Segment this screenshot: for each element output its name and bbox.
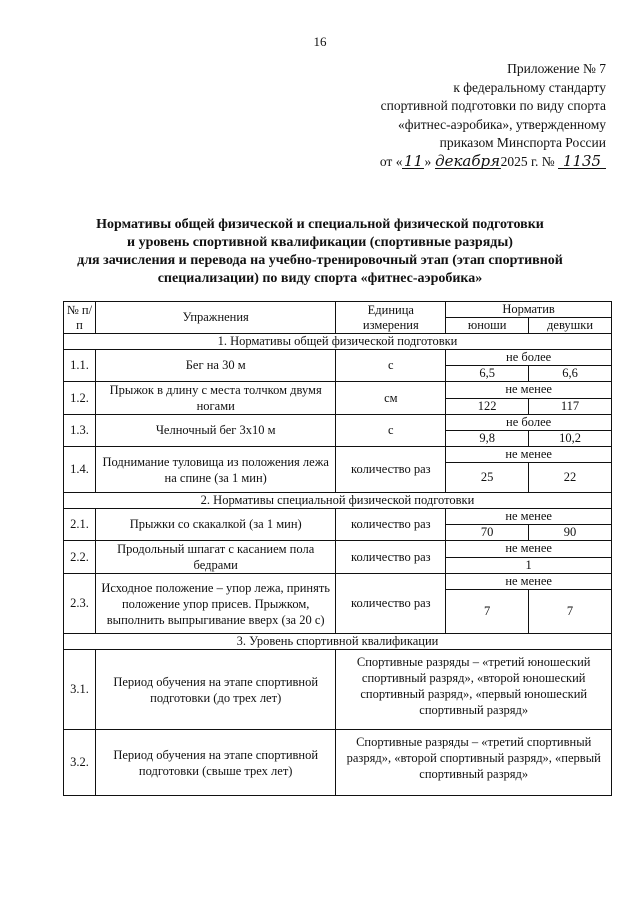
row-unit: количество раз	[336, 509, 446, 541]
row-num: 3.1.	[64, 650, 96, 730]
row-boys: 70	[446, 525, 529, 541]
row-num: 1.4.	[64, 447, 96, 493]
row-num: 1.3.	[64, 415, 96, 447]
row-condition: не более	[446, 415, 612, 431]
row-exercise: Продольный шпагат с касанием пола бедрами	[95, 541, 335, 574]
row-num: 2.3.	[64, 574, 96, 634]
date-mid: »	[424, 153, 432, 169]
row-exercise: Период обучения на этапе спортивной подготовки (до трех лет)	[95, 650, 335, 730]
table-row	[64, 350, 612, 366]
table-row	[64, 730, 612, 796]
section-row	[64, 334, 612, 350]
header-exercise: Упражнения	[95, 302, 335, 334]
section-title: 1. Нормативы общей физической подготовки	[64, 334, 612, 350]
section-title: 2. Нормативы специальной физической подготовки	[64, 493, 612, 509]
row-girls: 6,6	[529, 366, 612, 382]
row-condition: не менее	[446, 382, 612, 399]
row-unit: количество раз	[336, 447, 446, 493]
row-girls: 10,2	[529, 431, 612, 447]
row-girls: 90	[529, 525, 612, 541]
row-exercise: Прыжки со скакалкой (за 1 мин)	[95, 509, 335, 541]
row-unit: количество раз	[336, 574, 446, 634]
header-row	[64, 302, 612, 318]
appendix-line: Приложение № 7	[507, 61, 606, 76]
title-line: и уровень спортивной квалификации (спортивные разряды)	[127, 235, 513, 250]
row-unit: с	[336, 415, 446, 447]
row-girls: 22	[529, 463, 612, 493]
header-num: № п/п	[64, 302, 96, 334]
date-year: 2025 г. №	[500, 153, 555, 169]
row-boys: 7	[446, 590, 529, 634]
table-row	[64, 382, 612, 399]
row-condition: не менее	[446, 447, 612, 463]
handwritten-number: 1135	[558, 154, 606, 169]
section-row	[64, 634, 612, 650]
row-num: 1.2.	[64, 382, 96, 415]
row-qualification: Спортивные разряды – «третий юношеский спортивный разряд», «второй юношеский спортивный разряд», «первый юношеский спортивный разряд»	[336, 650, 612, 730]
row-girls: 117	[529, 398, 612, 415]
appendix-line: приказом Минспорта России	[439, 135, 606, 150]
row-unit: количество раз	[336, 541, 446, 574]
row-exercise: Поднимание туловища из положения лежа на спине (за 1 мин)	[95, 447, 335, 493]
row-condition: не более	[446, 350, 612, 366]
row-boys: 122	[446, 398, 529, 415]
header-unit: Единица измерения	[336, 302, 446, 334]
appendix-line: спортивной подготовки по виду спорта	[380, 98, 606, 113]
appendix-date-line	[316, 153, 606, 172]
row-num: 3.2.	[64, 730, 96, 796]
header-norm: Норматив	[446, 302, 612, 318]
row-condition: не менее	[446, 574, 612, 590]
document-title	[60, 216, 580, 288]
row-exercise: Период обучения на этапе спортивной подготовки (свыше трех лет)	[95, 730, 335, 796]
row-num: 1.1.	[64, 350, 96, 382]
table-row	[64, 574, 612, 590]
appendix-line: к федеральному стандарту	[453, 79, 606, 95]
section-row	[64, 493, 612, 509]
header-girls: девушки	[529, 318, 612, 334]
title-line: специализации) по виду спорта «фитнес-аэробика»	[157, 271, 483, 286]
row-exercise: Прыжок в длину с места толчком двумя ногами	[95, 382, 335, 415]
row-boys: 9,8	[446, 431, 529, 447]
section-title: 3. Уровень спортивной квалификации	[64, 634, 612, 650]
table-row	[64, 447, 612, 463]
table-row	[64, 415, 612, 431]
norms-table	[63, 301, 612, 796]
row-exercise: Челночный бег 3х10 м	[95, 415, 335, 447]
appendix-header	[316, 60, 606, 171]
page-number: 16	[313, 34, 327, 49]
row-boys: 6,5	[446, 366, 529, 382]
table-row	[64, 541, 612, 558]
handwritten-day: 11	[403, 151, 424, 170]
row-num: 2.2.	[64, 541, 96, 574]
title-line: Нормативы общей физической и специальной физической подготовки	[96, 217, 544, 232]
row-girls: 7	[529, 590, 612, 634]
row-both: 1	[446, 557, 612, 574]
row-qualification: Спортивные разряды – «третий спортивный разряд», «второй спортивный разряд», «первый спортивный разряд»	[336, 730, 612, 796]
row-condition: не менее	[446, 541, 612, 558]
row-exercise: Исходное положение – упор лежа, принять положение упор присев. Прыжком, выполнить выпрыгивание вверх (за 20 с)	[95, 574, 335, 634]
row-condition: не менее	[446, 509, 612, 525]
row-exercise: Бег на 30 м	[95, 350, 335, 382]
handwritten-month: декабря	[435, 151, 501, 170]
row-boys: 25	[446, 463, 529, 493]
table-row	[64, 650, 612, 730]
row-num: 2.1.	[64, 509, 96, 541]
date-prefix: от «	[379, 153, 403, 169]
row-unit: см	[336, 382, 446, 415]
title-line: для зачисления и перевода на учебно-тренировочный этап (этап спортивной	[77, 253, 563, 268]
row-unit: с	[336, 350, 446, 382]
appendix-line: «фитнес-аэробика», утвержденному	[398, 116, 606, 132]
table-row	[64, 509, 612, 525]
header-boys: юноши	[446, 318, 529, 334]
